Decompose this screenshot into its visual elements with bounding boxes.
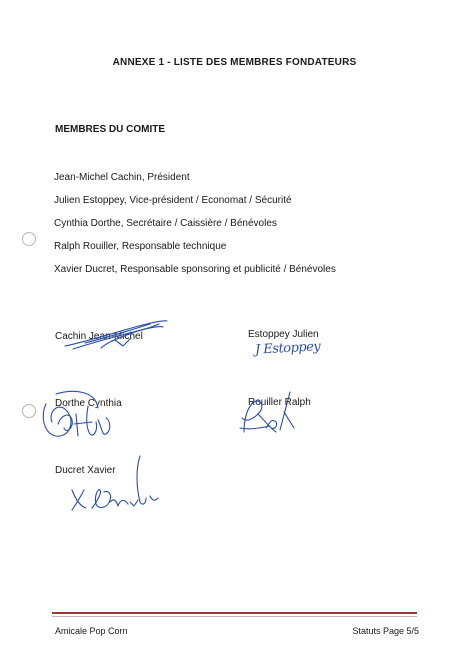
hole-punch-mark-top [22, 232, 36, 246]
signature-estoppey [255, 339, 321, 357]
signature-name-dorthe: Dorthe Cynthia [55, 398, 122, 409]
hole-punch-mark-bottom [22, 404, 36, 418]
signature-rouiller [236, 388, 306, 440]
signature-dorthe [36, 384, 126, 444]
member-line: Xavier Ducret, Responsable sponsoring et publicité / Bénévoles [54, 264, 336, 275]
signature-ducret [66, 450, 166, 520]
member-line: Jean-Michel Cachin, Président [54, 172, 190, 183]
footer-organization: Amicale Pop Corn [55, 626, 128, 636]
signature-name-cachin: Cachin Jean-Michel [55, 331, 143, 342]
page-title: ANNEXE 1 - LISTE DES MEMBRES FONDATEURS [112, 57, 357, 68]
member-line: Cynthia Dorthe, Secrétaire / Caissière / Bénévoles [54, 218, 277, 229]
signature-name-rouiller: Rouiller Ralph [248, 397, 311, 408]
section-heading: MEMBRES DU COMITE [55, 124, 165, 135]
signature-cachin [55, 312, 175, 357]
member-line: Julien Estoppey, Vice-président / Economat / Sécurité [54, 195, 292, 206]
signature-name-ducret: Ducret Xavier [55, 465, 116, 476]
member-line: Ralph Rouiller, Responsable technique [54, 241, 227, 252]
signature-estoppey-handwriting: J Estoppey [254, 339, 321, 358]
footer-rule [52, 612, 417, 614]
signature-name-estoppey: Estoppey Julien [248, 329, 319, 340]
footer-page-number: Statuts Page 5/5 [352, 626, 419, 636]
footer-rule-thin [52, 616, 417, 617]
